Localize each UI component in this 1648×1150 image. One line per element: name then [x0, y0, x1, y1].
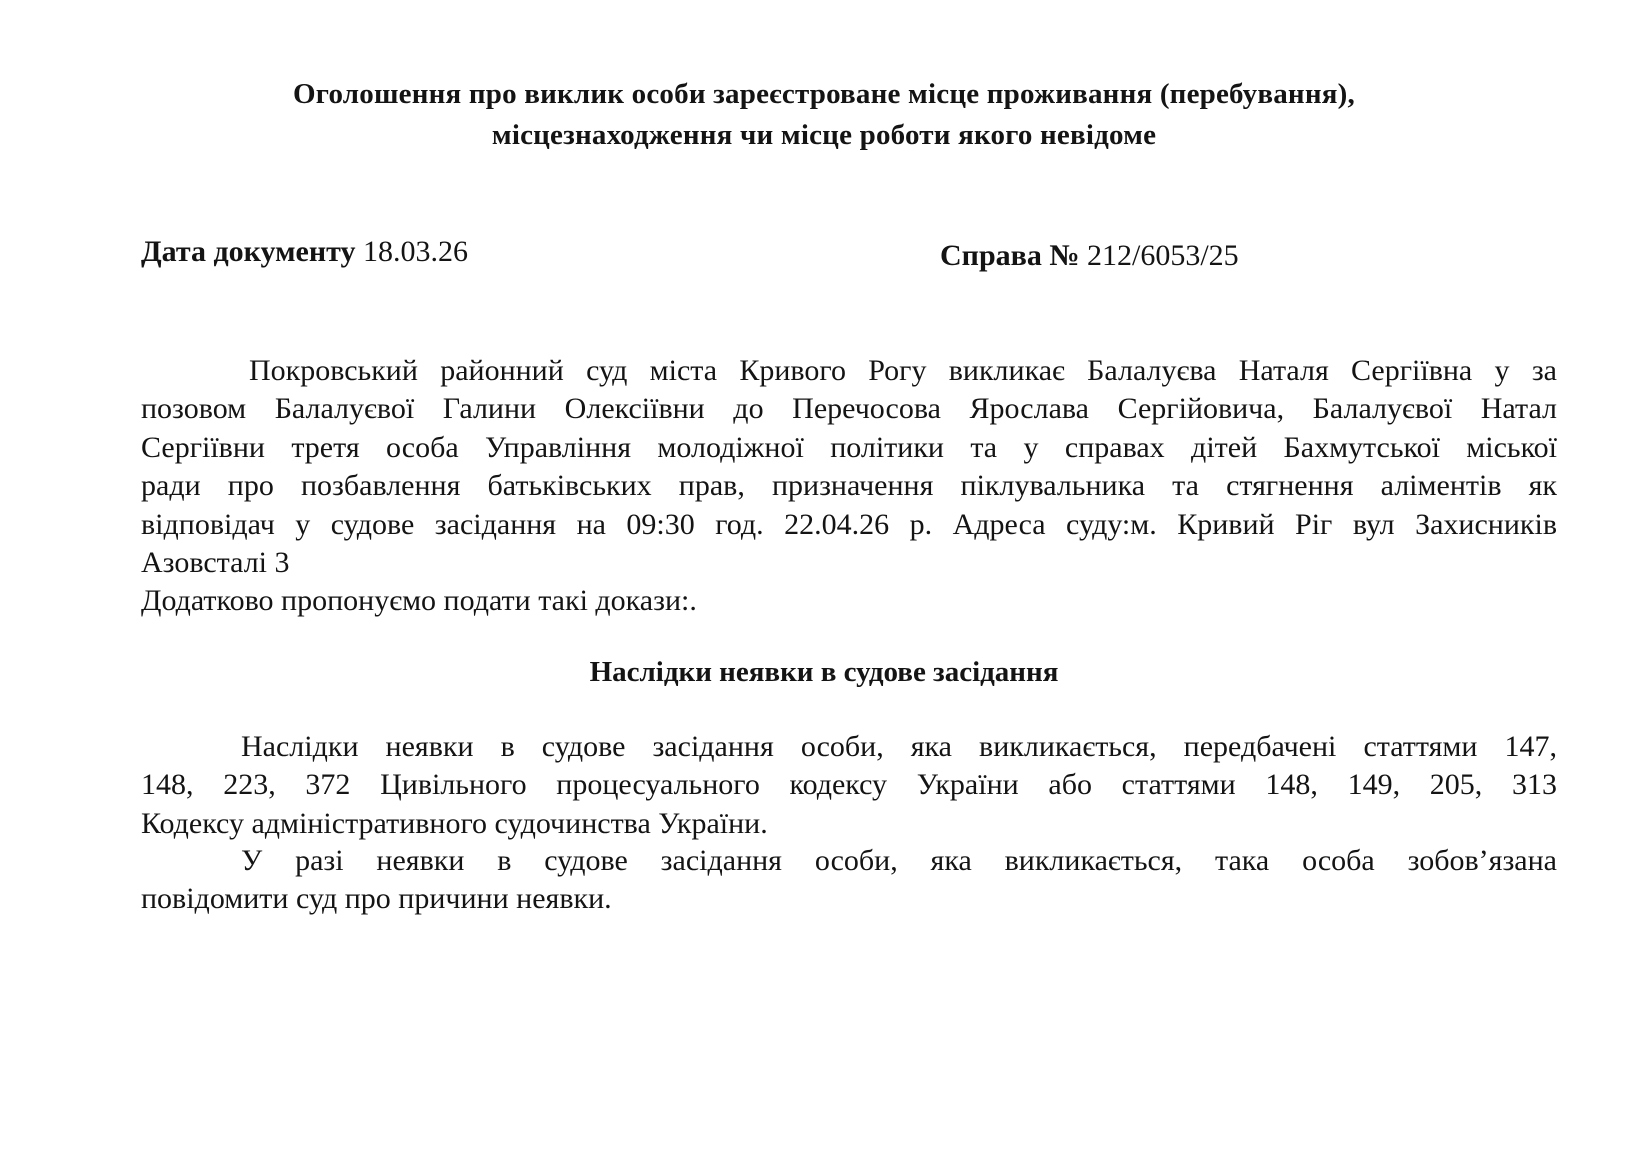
case-label: Справа №: [940, 239, 1080, 272]
document-title: [0, 74, 1648, 156]
paragraph-line: У разі неявки в судове засідання особи, яка викликається, така особа зобов’язана: [241, 844, 1557, 877]
paragraph-line: відповідач у судове засідання на 09:30 год. 22.04.26 р. Адреса суду:м. Кривий Ріг вул Захисників: [141, 507, 1557, 541]
case-number: [940, 236, 1239, 276]
paragraph-line: Сергіївни третя особа Управління молодіжної політики та у справах дітей Бахмутської міської: [141, 430, 1557, 464]
summons-paragraph: [141, 352, 1557, 621]
title-line-1: Оголошення про виклик особи зареєстроване місце проживання (перебування),: [293, 78, 1355, 110]
paragraph-line: Кодексу адміністративного судочинства України.: [141, 806, 768, 840]
paragraph-line: Наслідки неявки в судове засідання особи, яка викликається, передбачені статтями 147,: [241, 730, 1557, 763]
title-line-2: місцезнаходження чи місце роботи якого невідоме: [491, 119, 1157, 151]
paragraph-line: 148, 223, 372 Цивільного процесуального кодексу України або статтями 148, 149, 205, 313: [141, 768, 1557, 802]
document-date: [141, 232, 468, 272]
paragraph-line: позовом Балалуєвої Галини Олексіївни до Перечосова Ярослава Сергійовича, Балалуєвої Натал: [141, 392, 1557, 426]
notification-paragraph: [141, 842, 1557, 919]
paragraph-line: ради про позбавлення батьківських прав, призначення піклувальника та стягнення аліментів як: [141, 469, 1557, 503]
paragraph-line: Азовсталі 3: [141, 545, 290, 579]
date-value: 18.03.26: [362, 235, 468, 268]
consequences-paragraph: [141, 728, 1557, 843]
evidence-line: Додатково пропонуємо подати такі докази:.: [141, 584, 697, 618]
paragraph-line: Покровський районний суд міста Кривого Рогу викликає Балалуєва Наталя Сергіївна у за: [249, 354, 1557, 387]
consequences-heading: Наслідки неявки в судове засідання: [589, 656, 1059, 688]
date-label: Дата документу: [141, 235, 356, 268]
paragraph-line: повідомити суд про причини неявки.: [141, 882, 612, 916]
case-value: 212/6053/25: [1086, 239, 1239, 272]
